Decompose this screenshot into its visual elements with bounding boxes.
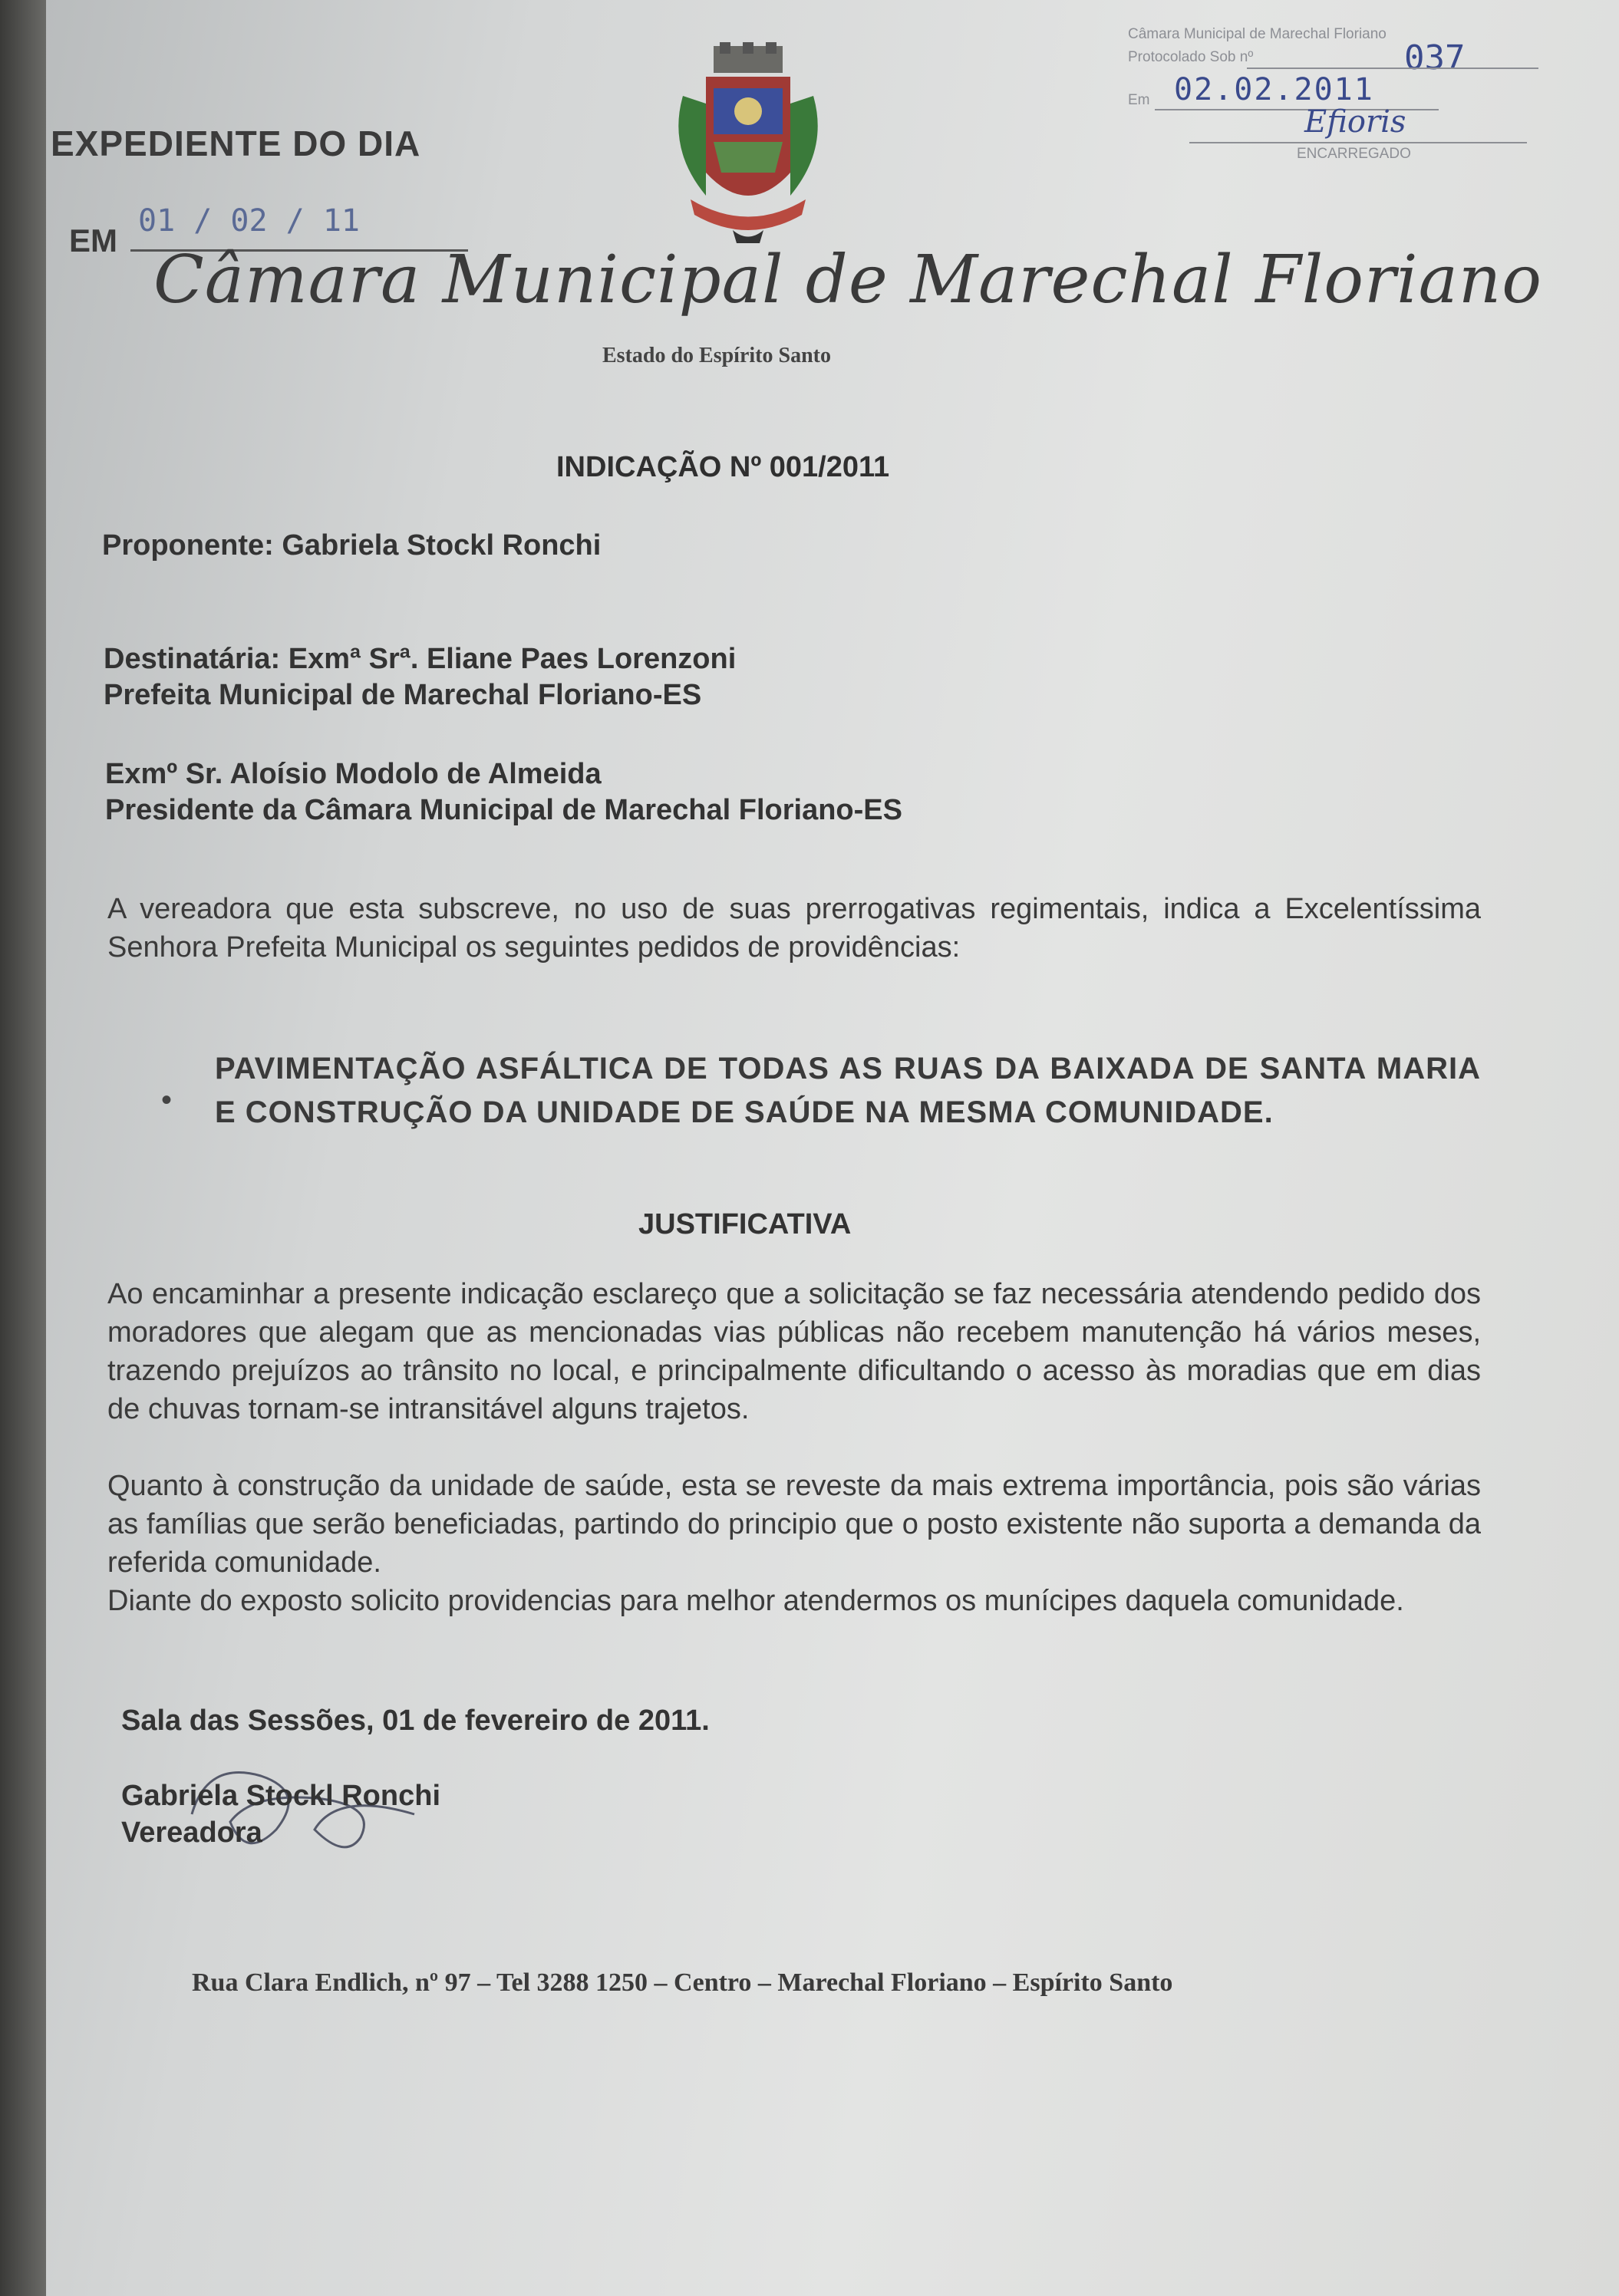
em-date: 01 / 02 / 11 xyxy=(130,203,468,252)
coat-of-arms-icon xyxy=(660,42,836,249)
justification-paragraph-3: Diante do exposto solicito providencias para melhor atendermos os munícipes daquela comunidade. xyxy=(107,1585,1404,1617)
justification-paragraph-2: Quanto à construção da unidade de saúde, esta se reveste da mais extrema importância, pois são várias as famílias que serão beneficiadas, partindo do principio que o posto existente não suporta a demanda da referida comunidade. xyxy=(107,1470,1481,1579)
president-name: Exmº Sr. Aloísio Modolo de Almeida xyxy=(105,758,602,790)
stamp-signature: Efioris xyxy=(1304,104,1406,140)
footer-address: Rua Clara Endlich, nº 97 – Tel 3288 1250 – Centro – Marechal Floriano – Espírito Santo xyxy=(192,1968,1173,1997)
proponent: Proponente: Gabriela Stockl Ronchi xyxy=(102,529,602,562)
bullet-icon: • xyxy=(161,1083,173,1117)
stamp-rule xyxy=(1247,68,1538,69)
justification-paragraph-1: Ao encaminhar a presente indicação esclareço que a solicitação se faz necessária atendendo pedido dos moradores que alegam que as mencionadas vias públicas não recebem manutenção há vários meses, trazendo prejuízos ao trânsito no local, e principalmente dificultando o acesso às moradias que em dias de chuvas tornam-se intransitável alguns trajetos. xyxy=(107,1278,1481,1425)
document-page xyxy=(46,0,1619,2296)
request-item: PAVIMENTAÇÃO ASFÁLTICA DE TODAS AS RUAS DA BAIXADA DE SANTA MARIA E CONSTRUÇÃO DA UNIDADE DE SAÚDE NA MESMA COMUNIDADE. xyxy=(215,1052,1481,1129)
signer-name: Gabriela Stockl Ronchi xyxy=(121,1780,440,1812)
president-title: Presidente da Câmara Municipal de Marechal Floriano-ES xyxy=(105,794,902,826)
document-title: INDICAÇÃO Nº 001/2011 xyxy=(556,451,890,483)
closing-line: Sala das Sessões, 01 de fevereiro de 2011. xyxy=(121,1705,710,1737)
stamp-protocol-label: Protocolado Sob nº xyxy=(1128,49,1254,65)
signer-role: Vereadora xyxy=(121,1817,262,1849)
intro-paragraph: A vereadora que esta subscreve, no uso de suas prerrogativas regimentais, indica a Excelentíssima Senhora Prefeita Municipal os seguintes pedidos de providências: xyxy=(107,893,1481,964)
stamp-institution: Câmara Municipal de Marechal Floriano xyxy=(1128,26,1387,42)
stamp-rule xyxy=(1189,142,1527,143)
stamp-role: ENCARREGADO xyxy=(1297,146,1411,162)
recipient-name: Destinatária: Exmª Srª. Eliane Paes Lorenzoni xyxy=(104,643,737,675)
recipient-title: Prefeita Municipal de Marechal Floriano-ES xyxy=(104,679,702,711)
chamber-title: Câmara Municipal de Marechal Floriano xyxy=(153,242,1543,318)
em-label: EM xyxy=(69,222,117,259)
expediente-label: EXPEDIENTE DO DIA xyxy=(51,124,421,163)
state-subtitle: Estado do Espírito Santo xyxy=(602,344,831,367)
binder-edge xyxy=(0,0,46,2296)
justification-heading: JUSTIFICATIVA xyxy=(638,1208,852,1240)
stamp-protocol-number: 037 xyxy=(1404,38,1466,77)
stamp-date: 02.02.2011 xyxy=(1174,72,1374,107)
protocol-stamp xyxy=(1113,23,1542,169)
stamp-date-label: Em xyxy=(1128,92,1150,108)
